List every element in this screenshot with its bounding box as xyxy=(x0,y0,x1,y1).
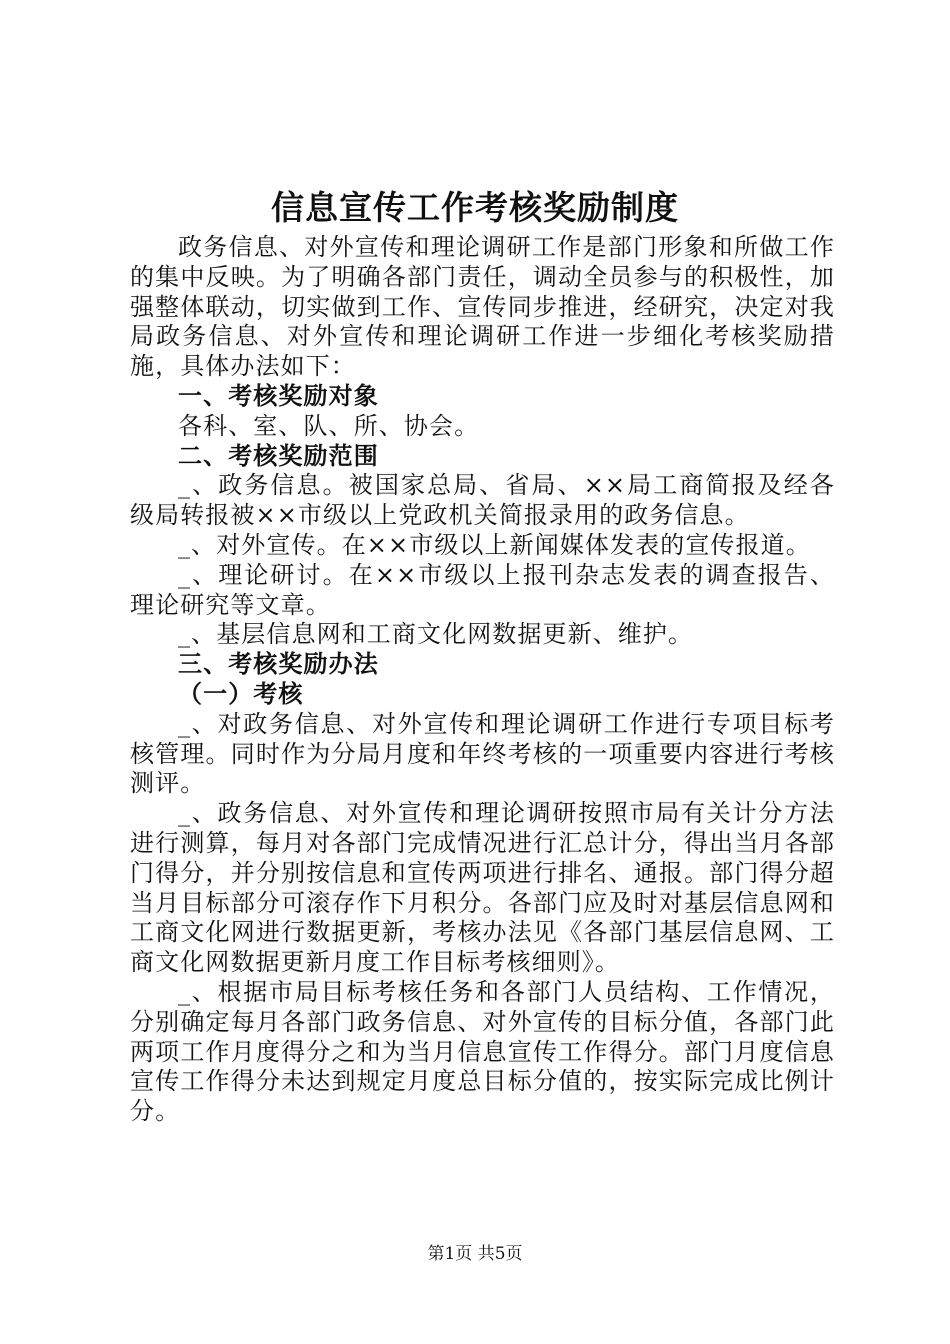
body-paragraph: _、根据市局目标考核任务和各部门人员结构、工作情况，分别确定每月各部门政务信息、对外宣传的目标分值，各部门此两项工作月度得分之和为当月信息宣传工作得分。部门月度信息宣传工作得分未达到规定月度总目标分值的，按实际完成比例计分。 xyxy=(130,977,835,1126)
page-number-footer: 第1页 共5页 xyxy=(427,1244,523,1264)
document-title: 信息宣传工作考核奖励制度 xyxy=(271,188,679,227)
body-paragraph: 各科、室、队、所、协会。 xyxy=(178,411,480,440)
body-paragraph: _、理论研讨。在××市级以上报刊杂志发表的调查报告、理论研究等文章。 xyxy=(130,560,835,619)
body-paragraph: _、对政务信息、对外宣传和理论调研工作进行专项目标考核管理。同时作为分局月度和年终考核的一项重要内容进行考核测评。 xyxy=(130,709,835,798)
intro-paragraph: 政务信息、对外宣传和理论调研工作是部门形象和所做工作的集中反映。为了明确各部门责任，调动全员参与的积极性，加强整体联动，切实做到工作、宣传同步推进，经研究，决定对我局政务信息、对外宣传和理论调研工作进一步细化考核奖励措施，具体办法如下： xyxy=(130,233,835,381)
section-heading: 二、考核奖励范围 xyxy=(178,441,379,470)
body-paragraph: _、政务信息。被国家总局、省局、××局工商简报及经各级局转报被××市级以上党政机关简报录用的政务信息。 xyxy=(130,471,835,530)
subsection-heading: （一）考核 xyxy=(178,679,304,708)
body-paragraph: _、基层信息网和工商文化网数据更新、维护。 xyxy=(178,620,694,649)
document-body xyxy=(130,233,835,1127)
section-heading: 一、考核奖励对象 xyxy=(178,381,379,410)
body-paragraph: _、政务信息、对外宣传和理论调研按照市局有关计分方法进行测算，每月对各部门完成情况进行汇总计分，得出当月各部门得分，并分别按信息和宣传两项进行排名、通报。部门得分超当月目标部分可滚存作下月积分。各部门应及时对基层信息网和工商文化网进行数据更新，考核办法见《各部门基层信息网、工商文化网数据更新月度工作目标考核细则》。 xyxy=(130,799,835,977)
body-paragraph: _、对外宣传。在××市级以上新闻媒体发表的宣传报道。 xyxy=(178,530,811,559)
section-heading: 三、考核奖励办法 xyxy=(178,650,379,679)
